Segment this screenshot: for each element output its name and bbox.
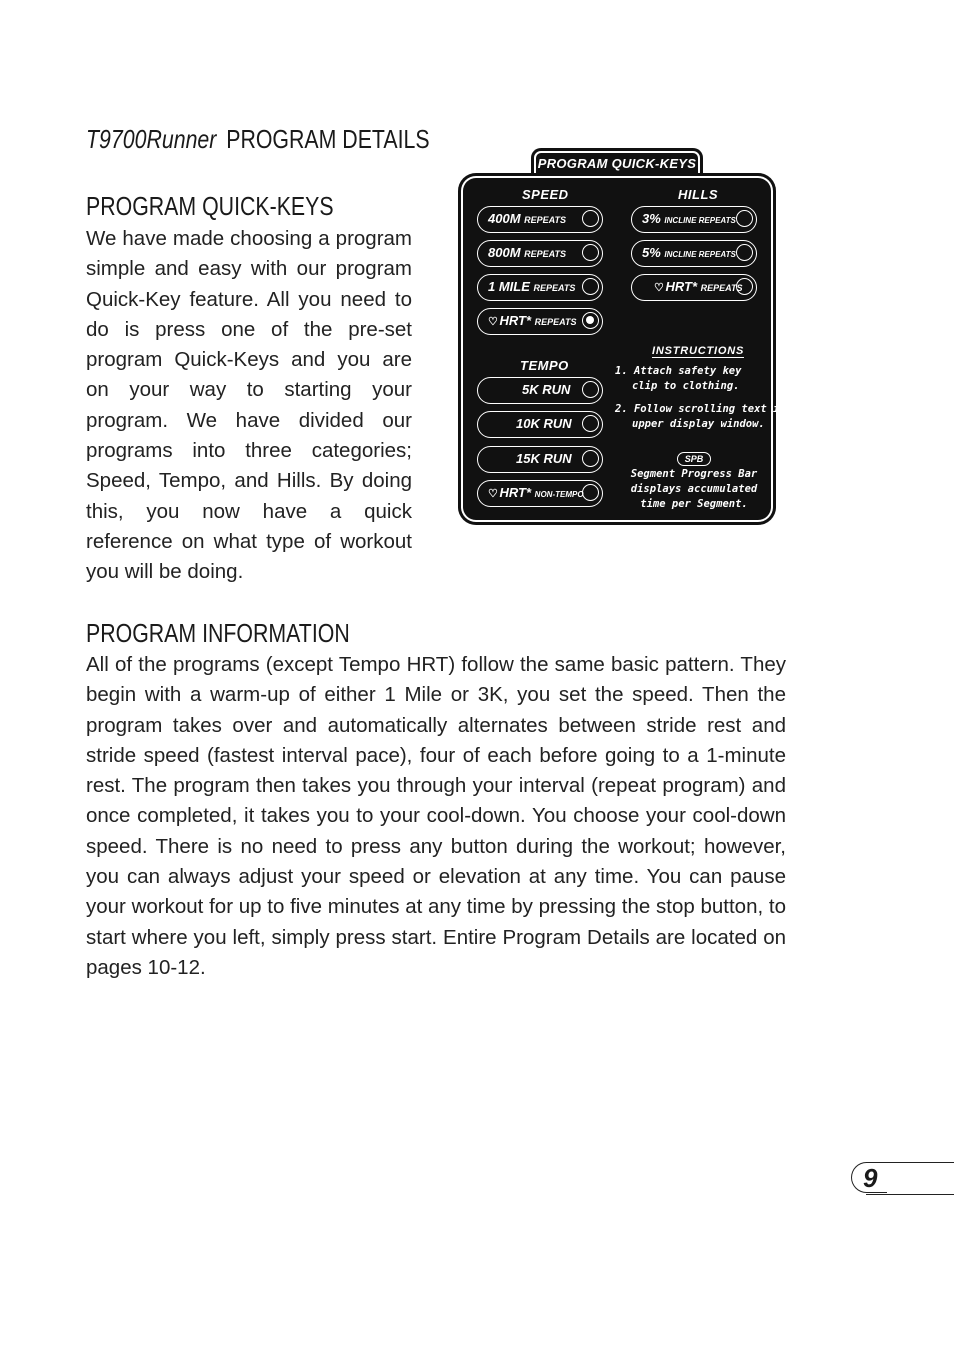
key-3pct-incline-repeats[interactable] bbox=[631, 206, 757, 233]
key-sublabel: INCLINE REPEATS bbox=[664, 250, 736, 259]
page-number: 9 bbox=[863, 1163, 878, 1193]
info-heading: PROGRAM INFORMATION bbox=[86, 618, 350, 648]
key-800m-repeats[interactable] bbox=[477, 240, 603, 267]
heart-icon: ♡ bbox=[488, 488, 498, 500]
key-5k-run[interactable] bbox=[477, 377, 603, 404]
key-label: 800M bbox=[488, 245, 521, 260]
key-led-icon bbox=[582, 244, 599, 261]
key-15k-run[interactable] bbox=[477, 446, 603, 473]
tempo-heading: TEMPO bbox=[520, 358, 569, 373]
key-led-icon bbox=[582, 381, 599, 398]
key-label: HRT* bbox=[499, 313, 532, 328]
key-sublabel: REPEATS bbox=[533, 283, 576, 293]
key-sublabel: INCLINE REPEATS bbox=[664, 216, 736, 225]
title-text: PROGRAM DETAILS bbox=[226, 124, 430, 154]
page-title bbox=[86, 122, 430, 156]
instructions-title: INSTRUCTIONS bbox=[652, 345, 745, 357]
quickkeys-heading: PROGRAM QUICK-KEYS bbox=[86, 191, 334, 221]
key-led-icon bbox=[736, 210, 753, 227]
heart-icon: ♡ bbox=[654, 282, 664, 294]
spb-badge: SPB bbox=[677, 452, 711, 466]
key-hrt-speed-repeats[interactable] bbox=[477, 308, 603, 335]
spb-line-1: Segment Progress Bar bbox=[630, 468, 758, 480]
key-sublabel: REPEATS bbox=[524, 249, 566, 259]
heart-icon: ♡ bbox=[488, 316, 498, 328]
key-sublabel: NON-TEMPO bbox=[534, 490, 584, 499]
spb-line-2: displays accumulated bbox=[630, 483, 758, 495]
key-hrt-hills-repeats[interactable] bbox=[631, 274, 757, 301]
hills-heading: HILLS bbox=[678, 187, 719, 202]
key-label: 5% bbox=[642, 245, 661, 260]
key-led-icon bbox=[582, 450, 599, 467]
key-led-icon bbox=[582, 484, 599, 501]
panel-tab-label: PROGRAM QUICK-KEYS bbox=[531, 148, 703, 178]
model-name: T9700Runner bbox=[86, 124, 217, 154]
key-led-icon bbox=[736, 244, 753, 261]
key-10k-run[interactable] bbox=[477, 411, 603, 438]
key-led-icon bbox=[582, 210, 599, 227]
spb-description bbox=[616, 467, 772, 512]
key-1mile-repeats[interactable] bbox=[477, 274, 603, 301]
key-led-on-icon bbox=[582, 312, 599, 329]
key-hrt-non-tempo[interactable] bbox=[477, 480, 603, 507]
key-label: 15K RUN bbox=[516, 451, 572, 466]
key-sublabel: REPEATS bbox=[524, 215, 566, 225]
instruction-2-line-1: 2. Follow scrolling text in bbox=[615, 403, 786, 415]
key-label: HRT* bbox=[665, 279, 698, 294]
key-led-icon bbox=[582, 415, 599, 432]
key-5pct-incline-repeats[interactable] bbox=[631, 240, 757, 267]
key-label: 1 MILE bbox=[488, 279, 530, 294]
instruction-1-line-2: clip to clothing. bbox=[632, 380, 740, 392]
key-400m-repeats[interactable] bbox=[477, 206, 603, 233]
key-sublabel: REPEATS bbox=[700, 283, 743, 293]
key-led-icon bbox=[582, 278, 599, 295]
spb-line-3: time per Segment. bbox=[640, 498, 748, 510]
speed-heading: SPEED bbox=[522, 187, 569, 202]
quickkeys-paragraph: We have made choosing a program simple and easy with our program Quick-Key feature. All you need to do is press one of the pre-set program Quick-Keys and you are on your way to starting your program. We have divided our programs into three categories; Speed, Tempo, and Hills. By doing this, you now have a quick reference on what type of workout you will be doing. bbox=[86, 227, 412, 584]
instruction-2-line-2: upper display window. bbox=[632, 418, 765, 430]
key-led-icon bbox=[736, 278, 753, 295]
key-label: 10K RUN bbox=[516, 416, 572, 431]
key-sublabel: REPEATS bbox=[534, 317, 577, 327]
info-paragraph: All of the programs (except Tempo HRT) follow the same basic pattern. They begin with a warm-up of either 1 Mile or 3K, you set the speed. Then the program takes over and automatically alternates between stride rest and stride speed (fastest interval pace), four of each before going to a 1-minute rest. The program then takes you through your interval (repeat program) and once completed, it takes you to your cool-down. You choose your cool-down speed. There is no need to press any button during the workout; however, you can always adjust your speed or elevation at any time. You can pause your workout for up to five minutes at any time by pressing the stop button, to start where you left, simply press start. Entire Program Details are located on pages 10-12. bbox=[86, 653, 786, 979]
key-label: HRT* bbox=[499, 485, 532, 500]
key-label: 3% bbox=[642, 211, 661, 226]
key-label: 5K RUN bbox=[522, 382, 571, 397]
key-label: 400M bbox=[488, 211, 521, 226]
instruction-1-line-1: 1. Attach safety key bbox=[615, 365, 742, 377]
